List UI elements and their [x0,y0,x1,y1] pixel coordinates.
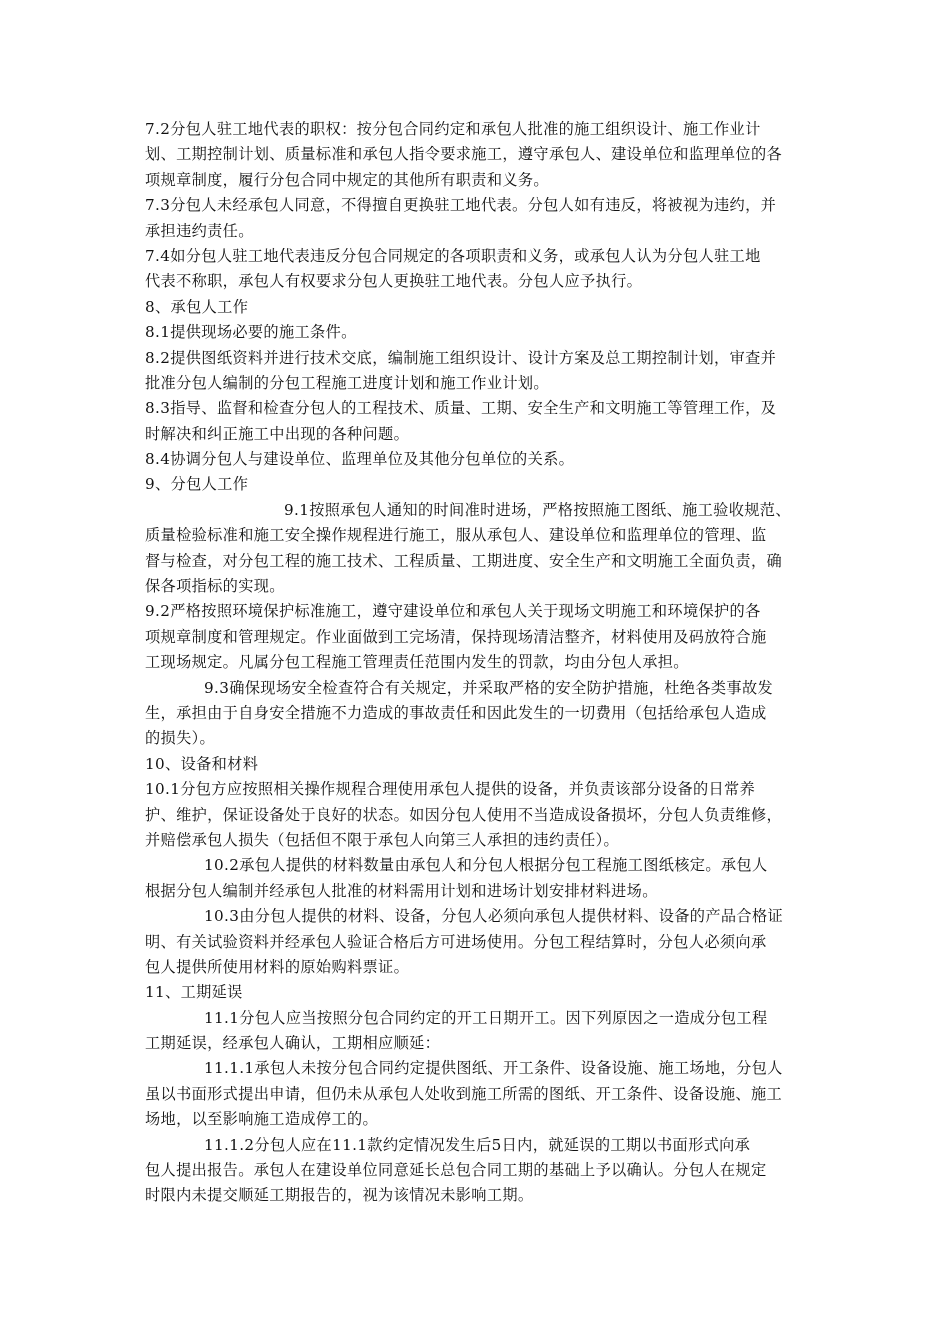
text-line: 8.1提供现场必要的施工条件。 [145,323,357,342]
text-line: 工期延误，经承包人确认，工期相应顺延： [145,1034,441,1053]
text-line: 11.1分包人应当按照分包合同约定的开工日期开工。因下列原因之一造成分包工程 [204,1008,768,1027]
text-line: 工现场规定。凡属分包工程施工管理责任范围内发生的罚款，均由分包人承担。 [145,653,689,672]
text-line: 代表不称职，承包人有权要求分包人更换驻工地代表。分包人应予执行。 [145,272,643,291]
text-line: 8.2提供图纸资料并进行技术交底，编制施工组织设计、设计方案及总工期控制计划，审查并 [145,348,777,367]
text-line: 8、承包人工作 [145,297,249,316]
text-line: 11、工期延误 [145,983,243,1002]
text-line: 划、工期控制计划、质量标准和承包人指令要求施工，遵守承包人、建设单位和监理单位的各 [145,145,783,164]
text-line: 7.4如分包人驻工地代表违反分包合同规定的各项职责和义务，或承包人认为分包人驻工地 [145,246,761,265]
text-line: 11.1.1承包人未按分包合同约定提供图纸、开工条件、设备设施、施工场地，分包人 [204,1059,783,1078]
text-line: 时限内未提交顺延工期报告的，视为该情况未影响工期。 [145,1186,534,1205]
text-line: 生，承担由于自身安全措施不力造成的事故责任和因此发生的一切费用（包括给承包人造成 [145,703,767,722]
text-line: 9.1按照承包人通知的时间准时进场，严格按照施工图纸、施工验收规范、 [284,500,791,519]
text-line: 11.1.2分包人应在11.1款约定情况发生后5日内，就延误的工期以书面形式向承 [204,1135,751,1154]
text-line: 承担违约责任。 [145,221,254,240]
document-body [145,117,807,1209]
text-line: 9、分包人工作 [145,475,249,494]
text-line: 8.4协调分包人与建设单位、监理单位及其他分包单位的关系。 [145,450,575,469]
text-line: 包人提供所使用材料的原始购料票证。 [145,957,410,976]
text-line: 督与检查，对分包工程的施工技术、工程质量、工期进度、安全生产和文明施工全面负责，确 [145,551,783,570]
text-line: 时解决和纠正施工中出现的各种问题。 [145,424,410,443]
text-line: 项规章制度，履行分包合同中规定的其他所有职责和义务。 [145,170,549,189]
text-line: 10、设备和材料 [145,754,259,773]
text-line: 10.2承包人提供的材料数量由承包人和分包人根据分包工程施工图纸核定。承包人 [204,856,768,875]
text-line: 7.2分包人驻工地代表的职权：按分包合同约定和承包人批准的施工组织设计、施工作业计 [145,120,761,138]
text-line: 并赔偿承包人损失（包括但不限于承包人向第三人承担的违约责任）。 [145,830,620,849]
text-line: 明、有关试验资料并经承包人验证合格后方可进场使用。分包工程结算时，分包人必须向承 [145,932,767,951]
text-line: 根据分包人编制并经承包人批准的材料需用计划和进场计划安排材料进场。 [145,881,658,900]
text-line: 质量检验标准和施工安全操作规程进行施工，服从承包人、建设单位和监理单位的管理、监 [145,526,767,545]
text-line: 项规章制度和管理规定。作业面做到工完场清，保持现场清洁整齐，材料使用及码放符合施 [145,627,767,646]
text-line: 场地，以至影响施工造成停工的。 [145,1110,379,1129]
text-line: 9.2严格按照环境保护标准施工，遵守建设单位和承包人关于现场文明施工和环境保护的各 [145,602,761,621]
text-line: 批准分包人编制的分包工程施工进度计划和施工作业计划。 [145,373,549,392]
text-line: 护、维护，保证设备处于良好的状态。如因分包人使用不当造成设备损坏，分包人负责维修， [145,805,783,824]
text-line: 10.3由分包人提供的材料、设备，分包人必须向承包人提供材料、设备的产品合格证 [204,907,784,926]
text-line: 9.3确保现场安全检查符合有关规定，并采取严格的安全防护措施，杜绝各类事故发 [204,678,774,697]
text-line: 包人提出报告。承包人在建设单位同意延长总包合同工期的基础上予以确认。分包人在规定 [145,1161,767,1180]
text-line: 7.3分包人未经承包人同意，不得擅自更换驻工地代表。分包人如有违反，将被视为违约，并 [145,196,777,215]
text-line: 保各项指标的实现。 [145,577,285,596]
text-line: 10.1分包方应按照相关操作规程合理使用承包人提供的设备，并负责该部分设备的日常养 [145,780,756,799]
text-line: 虽以书面形式提出申请，但仍未从承包人处收到施工所需的图纸、开工条件、设备设施、施工 [145,1084,783,1103]
text-line: 8.3指导、监督和检查分包人的工程技术、质量、工期、安全生产和文明施工等管理工作，及 [145,399,777,418]
text-line: 的损失）。 [145,729,216,748]
